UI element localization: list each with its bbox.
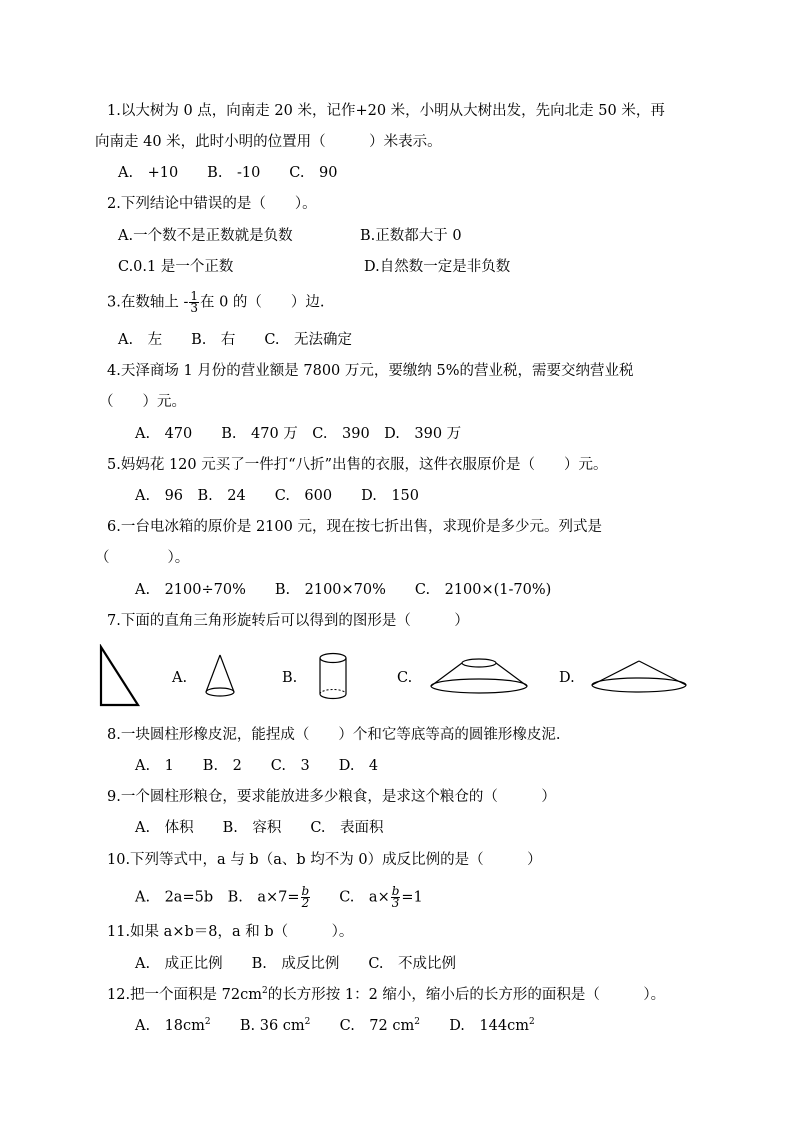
q12-option-b: B. 36 cm	[239, 1018, 305, 1034]
q12-stem	[107, 985, 665, 1005]
q8-stem: 8.一块圆柱形橡皮泥，能捏成（ ）个和它等底等高的圆锥形橡皮泥.	[107, 727, 561, 743]
q12-option-a: A. 18cm	[135, 1018, 205, 1034]
q3-options: A. 左 B. 右 C. 无法确定	[118, 332, 353, 348]
q2-option-b: B.正数都大于 0	[360, 228, 462, 244]
q12-stem-post: 的长方形按 1：2 缩小，缩小后的长方形的面积是（ ）。	[267, 987, 666, 1003]
q12-options	[135, 1016, 535, 1036]
q7-label-a: A.	[172, 670, 188, 686]
q3-fraction-denominator: 3	[190, 301, 198, 315]
q7-label-c: C.	[397, 670, 413, 686]
q5-options: A. 96 B. 24 C. 600 D. 150	[135, 488, 420, 504]
cylinder-figure	[316, 650, 350, 702]
q9-stem: 9.一个圆柱形粮仓，要求能放进多少粮食，是求这个粮仓的（ ）	[107, 789, 556, 805]
cone-figure	[202, 652, 238, 700]
q10-fraction-b-over-2	[301, 886, 311, 909]
q11-options: A. 成正比例 B. 成反比例 C. 不成比例	[135, 956, 457, 972]
q1-options: A. +10 B. -10 C. 90	[118, 165, 338, 181]
q12-stem-superscript: 2	[262, 986, 268, 997]
q5-stem: 5.妈妈花 120 元买了一件打“八折”出售的衣服，这件衣服原价是（ ）元。	[107, 457, 608, 473]
q10-frac2-numerator: b	[391, 884, 400, 898]
q1-line1: 1.以大树为 0 点，向南走 20 米，记作+20 米，小明从大树出发，先向北走 50 米，再	[107, 103, 665, 119]
q11-stem: 11.如果 a×b＝8，a 和 b（ ）。	[107, 924, 354, 940]
q4-line2: （ ）元。	[99, 394, 186, 410]
q10-frac2-denominator: 3	[391, 896, 400, 910]
q12-option-c: C. 72 cm	[339, 1018, 415, 1034]
q6-line2: （ ）。	[95, 550, 190, 566]
q12-option-b-sup: 2	[304, 1017, 311, 1028]
q10-fraction-b-over-3	[391, 886, 401, 909]
q2-option-a: A.一个数不是正数就是负数	[118, 228, 293, 244]
q9-options: A. 体积 B. 容积 C. 表面积	[135, 820, 384, 836]
q12-option-c-sup: 2	[414, 1017, 420, 1028]
q3-fraction	[189, 291, 199, 314]
q2-option-d: D.自然数一定是非负数	[364, 259, 511, 275]
q3-stem-pre: 3.在数轴上 -	[107, 294, 189, 311]
q10-option-c-post: =1	[401, 889, 423, 906]
q12-option-a-sup: 2	[204, 1017, 211, 1028]
q12-option-d: D. 144cm	[449, 1018, 529, 1034]
q1-line2: 向南走 40 米，此时小明的位置用（ ）米表示。	[95, 134, 442, 150]
q12-stem-pre: 12.把一个面积是 72cm	[107, 987, 262, 1003]
q3-fraction-numerator: 1	[190, 289, 198, 303]
frustum-figure	[428, 654, 532, 698]
q10-frac1-numerator: b	[301, 884, 310, 898]
q10-stem: 10.下列等式中，a 与 b（a、b 均不为 0）成反比例的是（ ）	[107, 852, 542, 868]
q2-option-c: C.0.1 是一个正数	[118, 259, 234, 275]
q4-options: A. 470 B. 470 万 C. 390 D. 390 万	[135, 426, 462, 442]
q6-line1: 6.一台电冰箱的原价是 2100 元，现在按七折出售，求现价是多少元。列式是	[107, 519, 602, 535]
q2-stem: 2.下列结论中错误的是（ ）。	[107, 196, 317, 212]
q3-stem	[107, 291, 325, 314]
q4-line1: 4.天泽商场 1 月份的营业额是 7800 万元，要缴纳 5%的营业税，需要交纳营业税	[107, 363, 634, 379]
q10-options	[135, 886, 423, 909]
q7-label-b: B.	[282, 670, 298, 686]
q12-option-d-sup: 2	[528, 1017, 535, 1028]
q10-option-c: C. a×	[339, 889, 390, 906]
right-triangle-figure	[98, 644, 142, 708]
q3-stem-post: 在 0 的（ ）边.	[199, 294, 325, 311]
q10-option-ab: A. 2a=5b B. a×7=	[135, 889, 300, 906]
q6-options: A. 2100÷70% B. 2100×70% C. 2100×(1-70%)	[135, 582, 552, 598]
q8-options: A. 1 B. 2 C. 3 D. 4	[135, 758, 379, 774]
flat-cone-figure	[588, 658, 692, 696]
q7-label-d: D.	[559, 670, 575, 686]
q10-frac1-denominator: 2	[301, 896, 310, 910]
q7-stem: 7.下面的直角三角形旋转后可以得到的图形是（ ）	[107, 613, 469, 629]
